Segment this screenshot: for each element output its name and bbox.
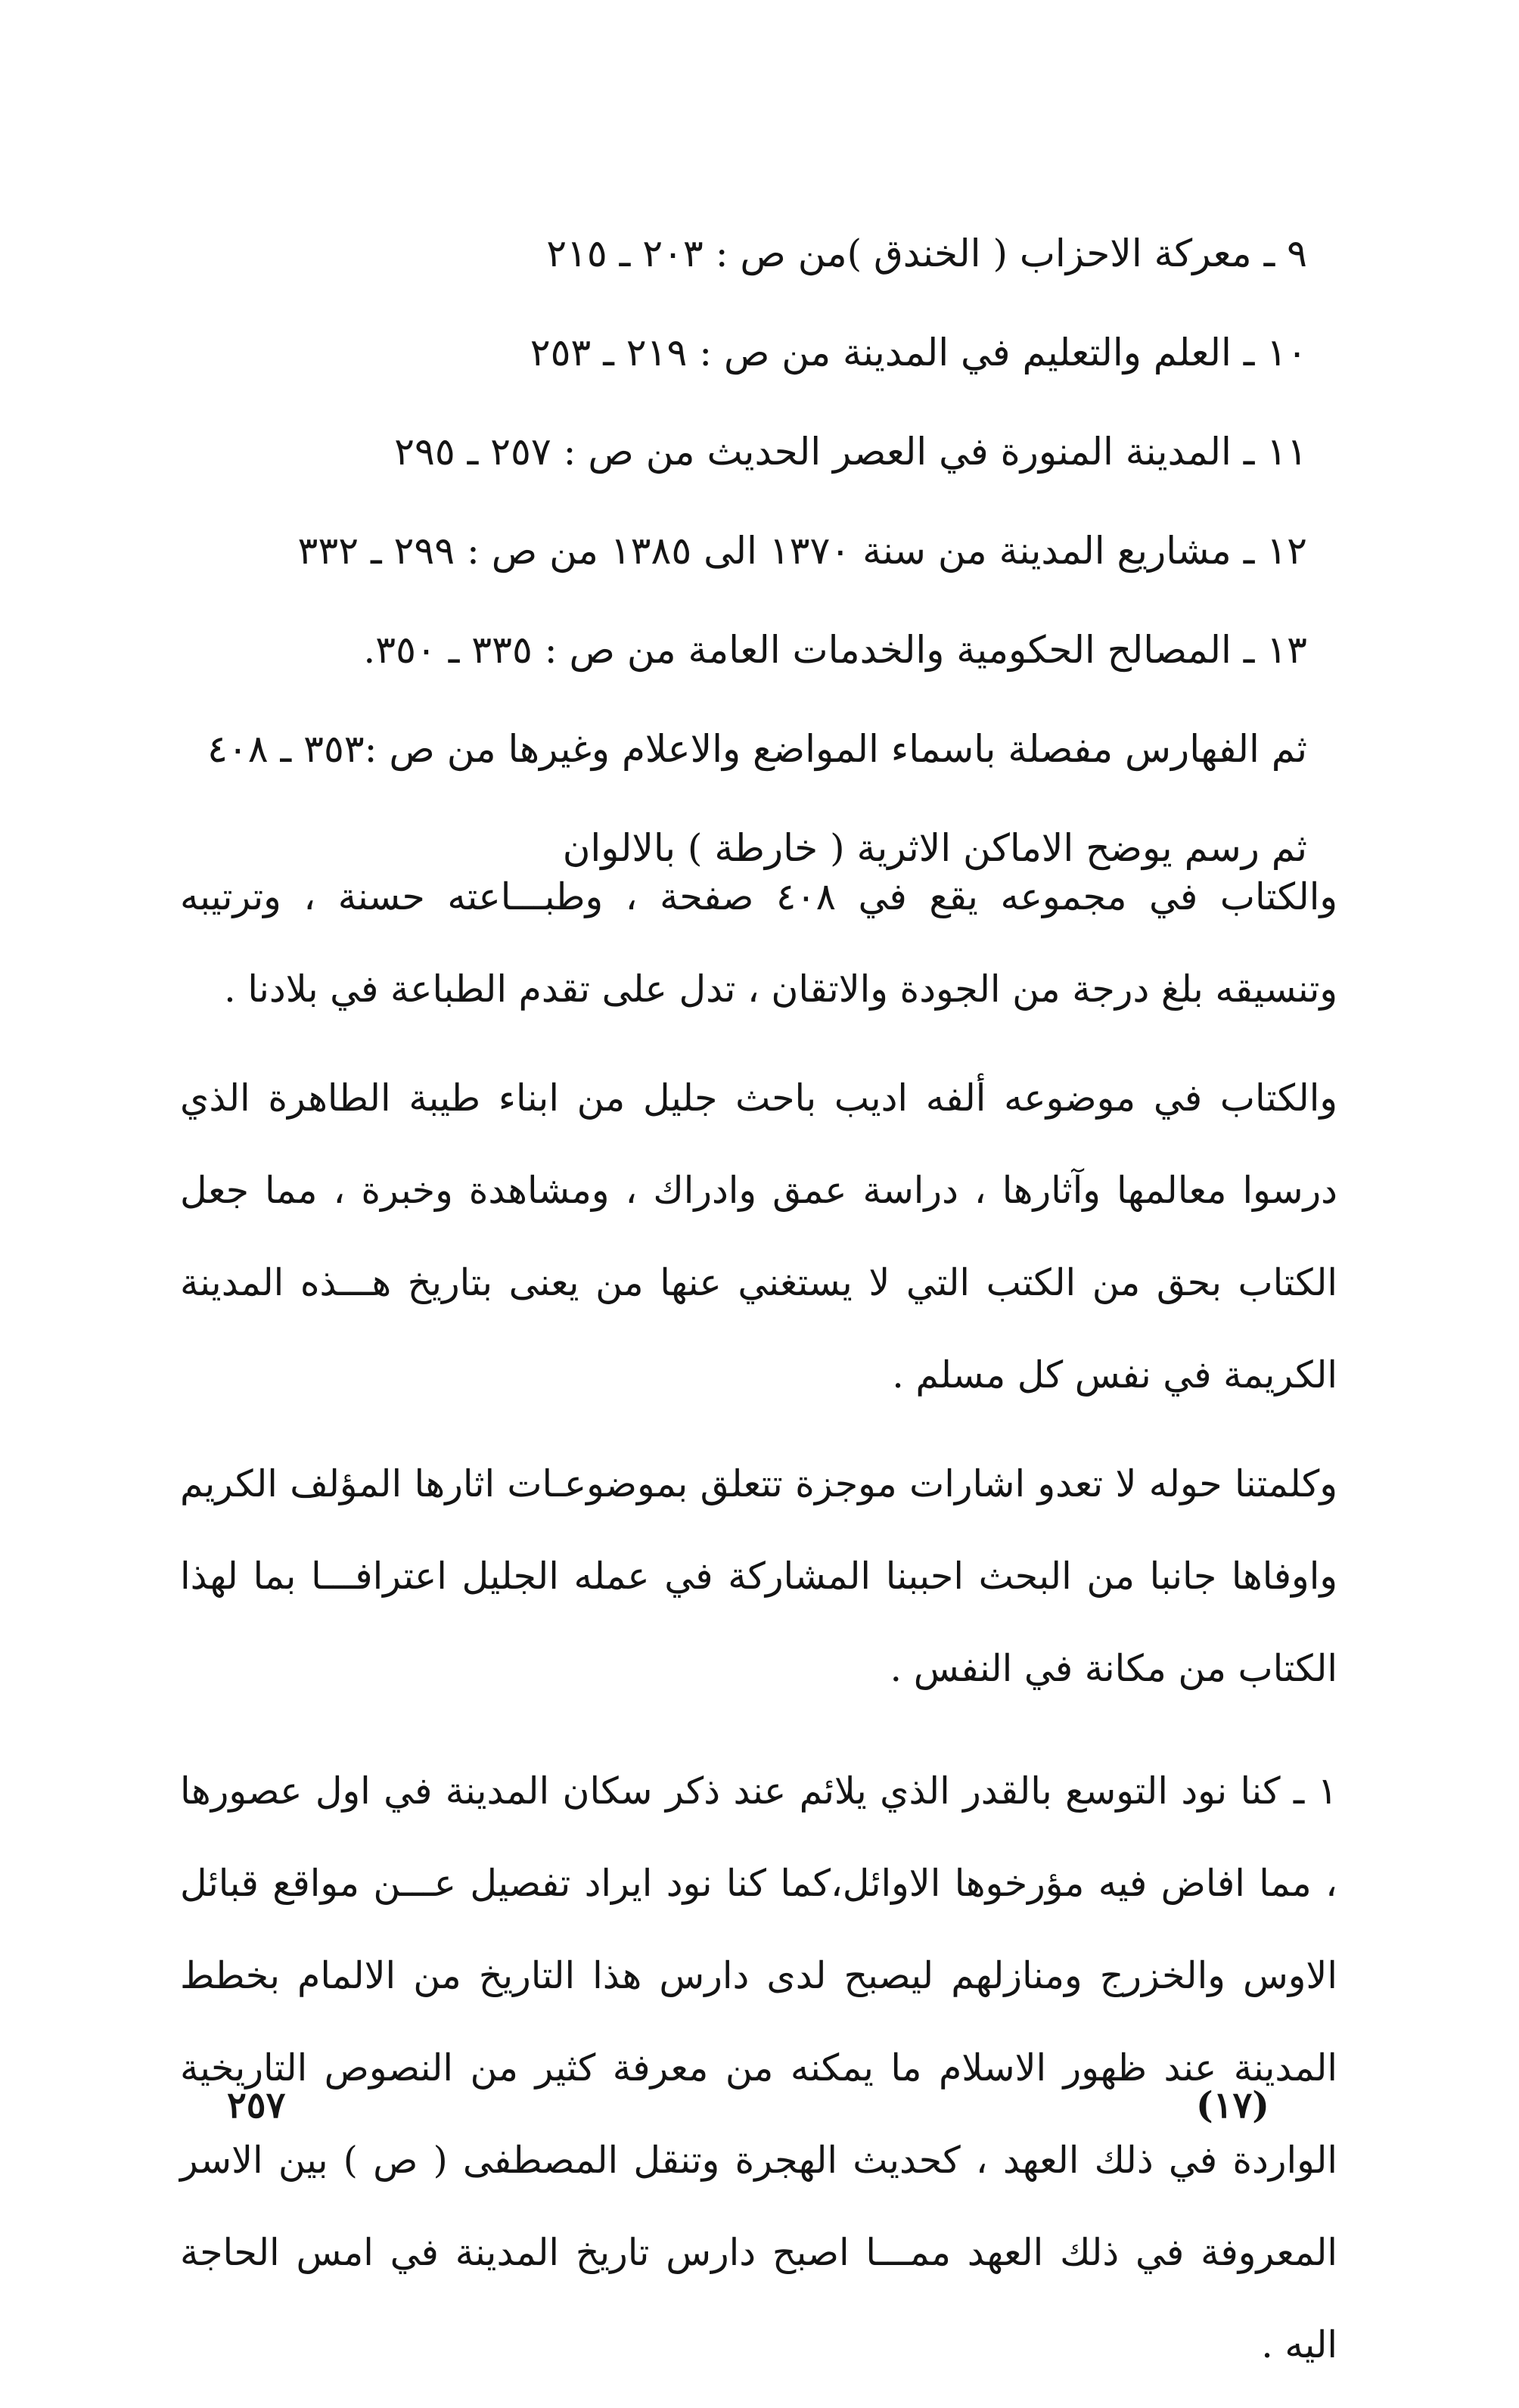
contents-item: ثم رسم يوضح الاماكن الاثرية ( خارطة ) بالالوان [562, 826, 1307, 870]
paragraph: والكتاب في مجموعه يقع في ٤٠٨ صفحة ، وطبـــاعته حسنة ، وترتيبه وتنسيقه بلغ درجة من الجودة والاتقان ، تدل على تقدم الطباعة في بلادنا . [180, 875, 1337, 1011]
contents-item: ثم الفهارس مفصلة باسماء المواضع والاعلام وغيرها من ص :٣٥٣ ـ ٤٠٨ [207, 727, 1307, 771]
section-number: (١٧) [1196, 2084, 1269, 2127]
contents-item: ١٠ ـ العلم والتعليم في المدينة من ص : ٢١٩ ـ ٢٥٣ [530, 331, 1307, 374]
contents-item: ١٢ ـ مشاريع المدينة من سنة ١٣٧٠ الى ١٣٨٥ من ص : ٢٩٩ ـ ٣٣٢ [297, 529, 1307, 573]
contents-item: ١٣ ـ المصالح الحكومية والخدمات العامة من ص : ٣٣٥ ـ ٣٥٠. [363, 628, 1307, 672]
paragraph: وكلمتنا حوله لا تعدو اشارات موجزة تتعلق بموضوعـات اثارها المؤلف الكريم واوفاها جانبا من البحث احببنا المشاركة في عمله الجليل اعترافـــا بما لهذا الكتاب من مكانة في النفس . [180, 1462, 1337, 1690]
contents-item: ٩ ـ معركة الاحزاب ( الخندق )من ص : ٢٠٣ ـ ٢١٥ [546, 231, 1307, 275]
paragraph: والكتاب في موضوعه ألفه اديب باحث جليل من ابناء طيبة الطاهرة الذي درسوا معالمها وآثارها ، دراسة عمق وادراك ، ومشاهدة وخبرة ، مما جعل الكتاب بحق من الكتب التي لا يستغني عنها من يعنى بتاريخ هـــذه المدينة الكريمة في نفس كل مسلم . [180, 1077, 1337, 1397]
body-text [180, 851, 1337, 2408]
footnote: ١ ـ كنا نود التوسع بالقدر الذي يلائم عند ذكر سكان المدينة في اول عصورها ، مما افاض فيه مؤرخوها الاوائل،كما كنا نود ايراد تفصيل عـــن مواقع قبائل الاوس والخزرج ومنازلهم ليصبح لدى دارس هذا التاريخ من الالمام بخطط المدينة عند ظهور الاسلام ما يمكنه من معرفة كثير من النصوص التاريخية الواردة في ذلك العهد ، كحديث الهجرة وتنقل المصطفى ( ص ) بين الاسر المعروفة في ذلك العهد ممـــا اصبح دارس تاريخ المدينة في امس الحاجة اليه . [180, 1769, 1337, 2366]
contents-list [157, 204, 1307, 898]
page-number: ٢٥٧ [227, 2084, 286, 2127]
contents-item: ١١ ـ المدينة المنورة في العصر الحديث من ص : ٢٥٧ ـ ٢٩٥ [394, 430, 1307, 474]
